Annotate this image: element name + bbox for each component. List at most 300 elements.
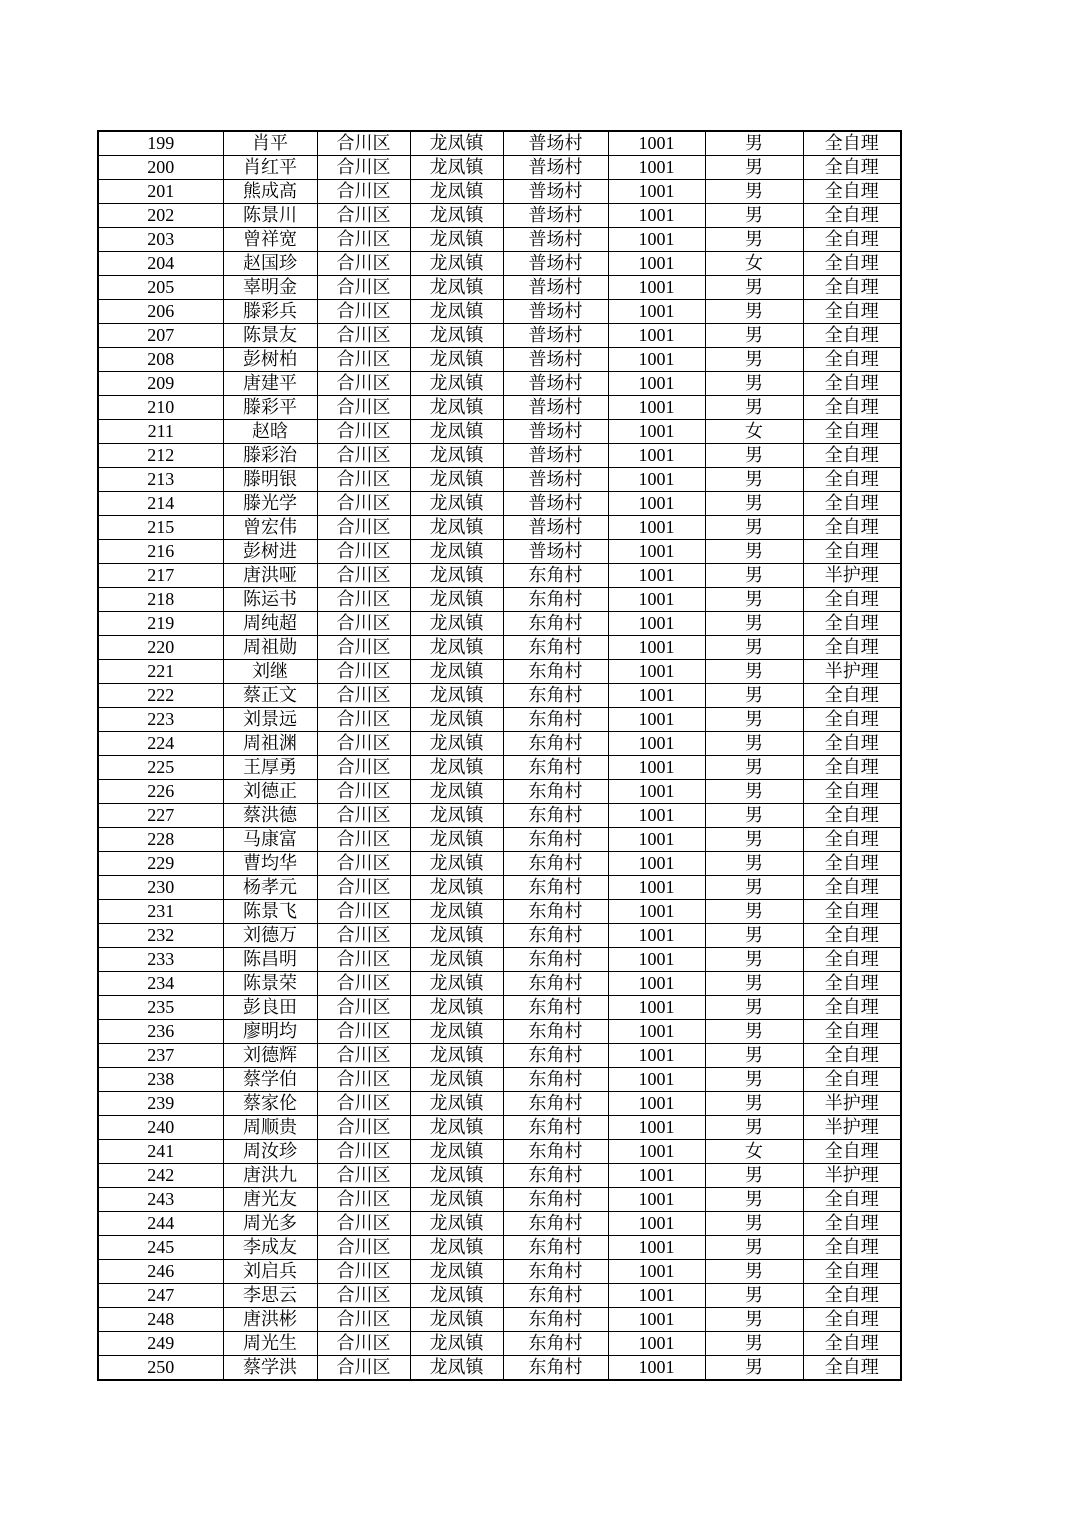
care-level-cell: 全自理 [803, 780, 901, 804]
care-level-cell: 全自理 [803, 852, 901, 876]
gender-cell: 男 [705, 900, 803, 924]
table-row [98, 708, 901, 732]
village-cell: 东角村 [503, 804, 608, 828]
district-cell: 合川区 [317, 636, 410, 660]
village-cell: 东角村 [503, 780, 608, 804]
town-cell: 龙凤镇 [410, 468, 503, 492]
code-cell: 1001 [608, 1140, 705, 1164]
district-cell: 合川区 [317, 1260, 410, 1284]
name-cell: 周光生 [223, 1332, 317, 1356]
table-row [98, 852, 901, 876]
town-cell: 龙凤镇 [410, 564, 503, 588]
row-number-cell: 213 [98, 468, 223, 492]
village-cell: 普场村 [503, 516, 608, 540]
care-level-cell: 全自理 [803, 1188, 901, 1212]
name-cell: 陈景飞 [223, 900, 317, 924]
table-row [98, 468, 901, 492]
village-cell: 东角村 [503, 1092, 608, 1116]
gender-cell: 男 [705, 1092, 803, 1116]
town-cell: 龙凤镇 [410, 924, 503, 948]
village-cell: 普场村 [503, 396, 608, 420]
gender-cell: 男 [705, 324, 803, 348]
village-cell: 普场村 [503, 324, 608, 348]
table-row [98, 804, 901, 828]
row-number-cell: 223 [98, 708, 223, 732]
town-cell: 龙凤镇 [410, 1092, 503, 1116]
town-cell: 龙凤镇 [410, 684, 503, 708]
table-row [98, 204, 901, 228]
town-cell: 龙凤镇 [410, 588, 503, 612]
town-cell: 龙凤镇 [410, 156, 503, 180]
gender-cell: 男 [705, 468, 803, 492]
table-row [98, 684, 901, 708]
district-cell: 合川区 [317, 492, 410, 516]
village-cell: 东角村 [503, 1236, 608, 1260]
row-number-cell: 235 [98, 996, 223, 1020]
code-cell: 1001 [608, 564, 705, 588]
row-number-cell: 218 [98, 588, 223, 612]
code-cell: 1001 [608, 372, 705, 396]
table-row [98, 564, 901, 588]
table-row [98, 492, 901, 516]
care-level-cell: 全自理 [803, 420, 901, 444]
name-cell: 李思云 [223, 1284, 317, 1308]
town-cell: 龙凤镇 [410, 372, 503, 396]
name-cell: 陈景荣 [223, 972, 317, 996]
code-cell: 1001 [608, 804, 705, 828]
gender-cell: 男 [705, 1308, 803, 1332]
village-cell: 东角村 [503, 924, 608, 948]
table-row [98, 1188, 901, 1212]
row-number-cell: 204 [98, 252, 223, 276]
row-number-cell: 243 [98, 1188, 223, 1212]
gender-cell: 男 [705, 1044, 803, 1068]
table-row [98, 156, 901, 180]
care-level-cell: 全自理 [803, 1140, 901, 1164]
name-cell: 赵晗 [223, 420, 317, 444]
table-row [98, 876, 901, 900]
row-number-cell: 226 [98, 780, 223, 804]
town-cell: 龙凤镇 [410, 804, 503, 828]
town-cell: 龙凤镇 [410, 228, 503, 252]
gender-cell: 男 [705, 372, 803, 396]
table-row [98, 588, 901, 612]
care-level-cell: 半护理 [803, 1116, 901, 1140]
gender-cell: 男 [705, 348, 803, 372]
code-cell: 1001 [608, 1308, 705, 1332]
gender-cell: 男 [705, 1356, 803, 1381]
gender-cell: 男 [705, 564, 803, 588]
gender-cell: 男 [705, 924, 803, 948]
row-number-cell: 230 [98, 876, 223, 900]
village-cell: 东角村 [503, 564, 608, 588]
name-cell: 周光多 [223, 1212, 317, 1236]
town-cell: 龙凤镇 [410, 1044, 503, 1068]
table-row [98, 948, 901, 972]
care-level-cell: 全自理 [803, 636, 901, 660]
village-cell: 普场村 [503, 540, 608, 564]
district-cell: 合川区 [317, 1212, 410, 1236]
row-number-cell: 234 [98, 972, 223, 996]
town-cell: 龙凤镇 [410, 636, 503, 660]
care-level-cell: 全自理 [803, 732, 901, 756]
code-cell: 1001 [608, 324, 705, 348]
district-cell: 合川区 [317, 1356, 410, 1381]
table-row [98, 612, 901, 636]
town-cell: 龙凤镇 [410, 300, 503, 324]
gender-cell: 女 [705, 1140, 803, 1164]
table-row [98, 1260, 901, 1284]
care-level-cell: 全自理 [803, 948, 901, 972]
code-cell: 1001 [608, 180, 705, 204]
table-row [98, 252, 901, 276]
village-cell: 东角村 [503, 1116, 608, 1140]
data-table [97, 130, 902, 1381]
care-level-cell: 全自理 [803, 492, 901, 516]
village-cell: 普场村 [503, 444, 608, 468]
name-cell: 辜明金 [223, 276, 317, 300]
gender-cell: 男 [705, 876, 803, 900]
name-cell: 蔡学伯 [223, 1068, 317, 1092]
name-cell: 彭树柏 [223, 348, 317, 372]
village-cell: 东角村 [503, 1356, 608, 1381]
code-cell: 1001 [608, 348, 705, 372]
district-cell: 合川区 [317, 684, 410, 708]
district-cell: 合川区 [317, 924, 410, 948]
village-cell: 普场村 [503, 156, 608, 180]
name-cell: 刘德正 [223, 780, 317, 804]
code-cell: 1001 [608, 588, 705, 612]
district-cell: 合川区 [317, 228, 410, 252]
name-cell: 蔡正文 [223, 684, 317, 708]
town-cell: 龙凤镇 [410, 324, 503, 348]
town-cell: 龙凤镇 [410, 1188, 503, 1212]
row-number-cell: 222 [98, 684, 223, 708]
table-row [98, 444, 901, 468]
care-level-cell: 全自理 [803, 1356, 901, 1381]
name-cell: 熊成高 [223, 180, 317, 204]
town-cell: 龙凤镇 [410, 972, 503, 996]
district-cell: 合川区 [317, 780, 410, 804]
name-cell: 肖平 [223, 131, 317, 156]
table-row [98, 636, 901, 660]
gender-cell: 男 [705, 1164, 803, 1188]
care-level-cell: 全自理 [803, 1332, 901, 1356]
town-cell: 龙凤镇 [410, 612, 503, 636]
table-row [98, 348, 901, 372]
village-cell: 普场村 [503, 492, 608, 516]
table-row [98, 420, 901, 444]
town-cell: 龙凤镇 [410, 1332, 503, 1356]
gender-cell: 男 [705, 588, 803, 612]
name-cell: 周祖渊 [223, 732, 317, 756]
gender-cell: 男 [705, 948, 803, 972]
care-level-cell: 全自理 [803, 348, 901, 372]
village-cell: 东角村 [503, 1284, 608, 1308]
row-number-cell: 241 [98, 1140, 223, 1164]
town-cell: 龙凤镇 [410, 732, 503, 756]
district-cell: 合川区 [317, 1116, 410, 1140]
table-row [98, 131, 901, 156]
district-cell: 合川区 [317, 300, 410, 324]
name-cell: 滕光学 [223, 492, 317, 516]
town-cell: 龙凤镇 [410, 180, 503, 204]
gender-cell: 男 [705, 780, 803, 804]
care-level-cell: 全自理 [803, 1020, 901, 1044]
name-cell: 蔡学洪 [223, 1356, 317, 1381]
name-cell: 蔡家伦 [223, 1092, 317, 1116]
table-row [98, 1332, 901, 1356]
district-cell: 合川区 [317, 516, 410, 540]
row-number-cell: 238 [98, 1068, 223, 1092]
table-row [98, 180, 901, 204]
code-cell: 1001 [608, 1092, 705, 1116]
care-level-cell: 全自理 [803, 204, 901, 228]
town-cell: 龙凤镇 [410, 516, 503, 540]
district-cell: 合川区 [317, 828, 410, 852]
code-cell: 1001 [608, 131, 705, 156]
gender-cell: 女 [705, 252, 803, 276]
village-cell: 东角村 [503, 1260, 608, 1284]
code-cell: 1001 [608, 972, 705, 996]
row-number-cell: 244 [98, 1212, 223, 1236]
gender-cell: 男 [705, 540, 803, 564]
care-level-cell: 半护理 [803, 1092, 901, 1116]
care-level-cell: 全自理 [803, 588, 901, 612]
district-cell: 合川区 [317, 1068, 410, 1092]
gender-cell: 男 [705, 492, 803, 516]
village-cell: 东角村 [503, 1020, 608, 1044]
code-cell: 1001 [608, 540, 705, 564]
village-cell: 东角村 [503, 996, 608, 1020]
care-level-cell: 全自理 [803, 804, 901, 828]
name-cell: 唐洪九 [223, 1164, 317, 1188]
village-cell: 普场村 [503, 348, 608, 372]
village-cell: 普场村 [503, 372, 608, 396]
row-number-cell: 208 [98, 348, 223, 372]
name-cell: 杨孝元 [223, 876, 317, 900]
table-row [98, 756, 901, 780]
table-row [98, 1116, 901, 1140]
care-level-cell: 全自理 [803, 444, 901, 468]
table-row [98, 996, 901, 1020]
code-cell: 1001 [608, 1044, 705, 1068]
row-number-cell: 203 [98, 228, 223, 252]
district-cell: 合川区 [317, 444, 410, 468]
district-cell: 合川区 [317, 348, 410, 372]
gender-cell: 男 [705, 1236, 803, 1260]
name-cell: 周顺贵 [223, 1116, 317, 1140]
row-number-cell: 217 [98, 564, 223, 588]
district-cell: 合川区 [317, 732, 410, 756]
code-cell: 1001 [608, 1116, 705, 1140]
district-cell: 合川区 [317, 1236, 410, 1260]
gender-cell: 男 [705, 804, 803, 828]
code-cell: 1001 [608, 204, 705, 228]
gender-cell: 男 [705, 1212, 803, 1236]
code-cell: 1001 [608, 252, 705, 276]
gender-cell: 男 [705, 972, 803, 996]
table-row [98, 1164, 901, 1188]
care-level-cell: 全自理 [803, 828, 901, 852]
row-number-cell: 210 [98, 396, 223, 420]
name-cell: 陈运书 [223, 588, 317, 612]
gender-cell: 男 [705, 276, 803, 300]
table-row [98, 1140, 901, 1164]
town-cell: 龙凤镇 [410, 420, 503, 444]
code-cell: 1001 [608, 1164, 705, 1188]
care-level-cell: 全自理 [803, 1236, 901, 1260]
name-cell: 廖明均 [223, 1020, 317, 1044]
care-level-cell: 全自理 [803, 516, 901, 540]
name-cell: 刘继 [223, 660, 317, 684]
table-row [98, 516, 901, 540]
care-level-cell: 全自理 [803, 1068, 901, 1092]
code-cell: 1001 [608, 756, 705, 780]
gender-cell: 男 [705, 612, 803, 636]
district-cell: 合川区 [317, 372, 410, 396]
table-row [98, 732, 901, 756]
gender-cell: 男 [705, 660, 803, 684]
name-cell: 周汝珍 [223, 1140, 317, 1164]
row-number-cell: 246 [98, 1260, 223, 1284]
village-cell: 普场村 [503, 131, 608, 156]
care-level-cell: 全自理 [803, 1284, 901, 1308]
gender-cell: 男 [705, 1284, 803, 1308]
gender-cell: 男 [705, 444, 803, 468]
row-number-cell: 245 [98, 1236, 223, 1260]
town-cell: 龙凤镇 [410, 348, 503, 372]
village-cell: 普场村 [503, 180, 608, 204]
name-cell: 陈景川 [223, 204, 317, 228]
village-cell: 东角村 [503, 1188, 608, 1212]
row-number-cell: 249 [98, 1332, 223, 1356]
district-cell: 合川区 [317, 660, 410, 684]
code-cell: 1001 [608, 828, 705, 852]
district-cell: 合川区 [317, 252, 410, 276]
town-cell: 龙凤镇 [410, 396, 503, 420]
town-cell: 龙凤镇 [410, 1308, 503, 1332]
district-cell: 合川区 [317, 876, 410, 900]
town-cell: 龙凤镇 [410, 1140, 503, 1164]
name-cell: 马康富 [223, 828, 317, 852]
code-cell: 1001 [608, 156, 705, 180]
row-number-cell: 207 [98, 324, 223, 348]
table-row [98, 1044, 901, 1068]
gender-cell: 男 [705, 732, 803, 756]
code-cell: 1001 [608, 876, 705, 900]
code-cell: 1001 [608, 1356, 705, 1381]
gender-cell: 男 [705, 1020, 803, 1044]
town-cell: 龙凤镇 [410, 780, 503, 804]
village-cell: 东角村 [503, 852, 608, 876]
row-number-cell: 202 [98, 204, 223, 228]
name-cell: 蔡洪德 [223, 804, 317, 828]
name-cell: 唐建平 [223, 372, 317, 396]
code-cell: 1001 [608, 852, 705, 876]
gender-cell: 男 [705, 156, 803, 180]
code-cell: 1001 [608, 660, 705, 684]
town-cell: 龙凤镇 [410, 876, 503, 900]
row-number-cell: 220 [98, 636, 223, 660]
row-number-cell: 206 [98, 300, 223, 324]
district-cell: 合川区 [317, 396, 410, 420]
name-cell: 曾宏伟 [223, 516, 317, 540]
gender-cell: 男 [705, 180, 803, 204]
gender-cell: 女 [705, 420, 803, 444]
village-cell: 东角村 [503, 588, 608, 612]
district-cell: 合川区 [317, 276, 410, 300]
name-cell: 赵国珍 [223, 252, 317, 276]
code-cell: 1001 [608, 1236, 705, 1260]
row-number-cell: 200 [98, 156, 223, 180]
town-cell: 龙凤镇 [410, 1236, 503, 1260]
code-cell: 1001 [608, 444, 705, 468]
district-cell: 合川区 [317, 804, 410, 828]
care-level-cell: 全自理 [803, 612, 901, 636]
code-cell: 1001 [608, 948, 705, 972]
name-cell: 陈景友 [223, 324, 317, 348]
care-level-cell: 全自理 [803, 324, 901, 348]
town-cell: 龙凤镇 [410, 996, 503, 1020]
village-cell: 普场村 [503, 300, 608, 324]
name-cell: 周祖勋 [223, 636, 317, 660]
district-cell: 合川区 [317, 852, 410, 876]
table-row [98, 1020, 901, 1044]
name-cell: 唐洪彬 [223, 1308, 317, 1332]
code-cell: 1001 [608, 276, 705, 300]
district-cell: 合川区 [317, 612, 410, 636]
care-level-cell: 全自理 [803, 972, 901, 996]
district-cell: 合川区 [317, 1020, 410, 1044]
district-cell: 合川区 [317, 204, 410, 228]
care-level-cell: 全自理 [803, 228, 901, 252]
care-level-cell: 半护理 [803, 1164, 901, 1188]
village-cell: 东角村 [503, 876, 608, 900]
district-cell: 合川区 [317, 1284, 410, 1308]
care-level-cell: 全自理 [803, 1260, 901, 1284]
code-cell: 1001 [608, 1068, 705, 1092]
district-cell: 合川区 [317, 1332, 410, 1356]
table-row [98, 1356, 901, 1381]
row-number-cell: 225 [98, 756, 223, 780]
code-cell: 1001 [608, 1212, 705, 1236]
code-cell: 1001 [608, 396, 705, 420]
care-level-cell: 全自理 [803, 708, 901, 732]
district-cell: 合川区 [317, 1092, 410, 1116]
gender-cell: 男 [705, 1116, 803, 1140]
table-row [98, 900, 901, 924]
name-cell: 滕彩治 [223, 444, 317, 468]
row-number-cell: 224 [98, 732, 223, 756]
table-row [98, 1308, 901, 1332]
town-cell: 龙凤镇 [410, 900, 503, 924]
village-cell: 东角村 [503, 1068, 608, 1092]
table-row [98, 276, 901, 300]
town-cell: 龙凤镇 [410, 1356, 503, 1381]
care-level-cell: 全自理 [803, 180, 901, 204]
gender-cell: 男 [705, 1332, 803, 1356]
district-cell: 合川区 [317, 468, 410, 492]
name-cell: 刘景远 [223, 708, 317, 732]
name-cell: 肖红平 [223, 156, 317, 180]
gender-cell: 男 [705, 1188, 803, 1212]
code-cell: 1001 [608, 1260, 705, 1284]
code-cell: 1001 [608, 468, 705, 492]
code-cell: 1001 [608, 924, 705, 948]
village-cell: 东角村 [503, 1308, 608, 1332]
village-cell: 东角村 [503, 1140, 608, 1164]
